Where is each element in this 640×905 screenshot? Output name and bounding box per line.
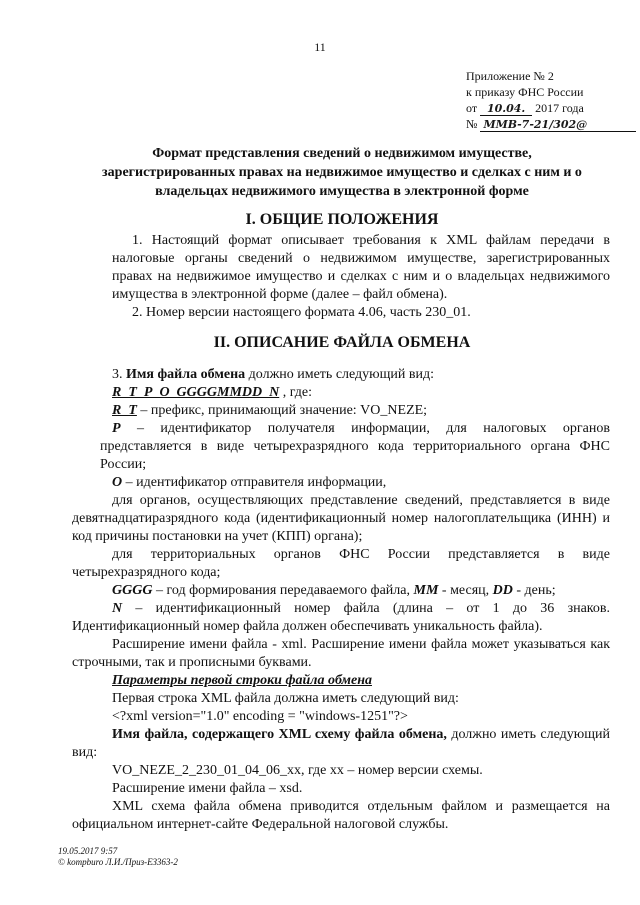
- appendix-block: [466, 68, 636, 132]
- file-name-pattern: R_T_P_O_GGGGMMDD_N , где:: [112, 385, 313, 400]
- xml-declaration: <?xml version="1.0" encoding = "windows-1251"?>: [112, 709, 408, 724]
- handwritten-date: 10.04.: [480, 102, 532, 116]
- o-tax-offices: для территориальных органов ФНС России представляется в виде четырехразрядного кода;: [72, 547, 610, 580]
- paragraph-1: 1. Настоящий формат описывает требования к XML файлам передачи в налоговые органы сведений о недвижимом имуществе, зарегистрированных правах на недвижимое имущество и сделках с ним и о владельцах недвижимого имущества в электронной форме (далее – файл обмена).: [112, 233, 610, 302]
- section-heading-general: I. ОБЩИЕ ПОЛОЖЕНИЯ: [245, 211, 439, 228]
- footer-date: 19.05.2017 9:57: [58, 846, 118, 856]
- section-heading-exchange-file: II. ОПИСАНИЕ ФАЙЛА ОБМЕНА: [213, 334, 471, 351]
- schema-name-rule: Имя файла, содержащего XML схему файла обмена, должно иметь следующий вид:: [72, 727, 610, 760]
- document-title: Формат представления сведений о недвижимом имуществе, зарегистрированных правах на недвижимое имущество и сделках с ним и о владельцах недвижимого имущества в электронной форме: [102, 146, 582, 199]
- schema-extension: Расширение имени файла – xsd.: [112, 781, 303, 796]
- rt-definition: R_T – префикс, принимающий значение: VO_NEZE;: [112, 403, 428, 418]
- footer-stamp: [58, 846, 178, 868]
- o-senders: для органов, осуществляющих представление сведений, представляется в виде девятнадцатиразрядного кода (идентификационный номер налогоплательщика (ИНН) и код причины постановки на учет (КПП) органа);: [72, 493, 610, 544]
- params-heading: Параметры первой строки файла обмена: [112, 673, 372, 688]
- handwritten-number: ММВ-7-21/302@: [480, 118, 636, 132]
- n-definition: N – идентификационный номер файла (длина – от 1 до 36 знаков. Идентификационный номер файла должен обеспечивать уникальность файла).: [72, 601, 610, 634]
- appendix-date-line: от 10.04. 2017 года: [466, 101, 584, 115]
- schema-name: VO_NEZE_2_230_01_04_06_xx, где xx – номер версии схемы.: [112, 763, 483, 778]
- extension-note: Расширение имени файла - xml. Расширение имени файла может указываться как строчными, так и прописными буквами.: [72, 637, 610, 670]
- appendix-number-line: № ММВ-7-21/302@: [466, 116, 636, 132]
- appendix-order: к приказу ФНС России: [466, 85, 584, 99]
- paragraph-2: 2. Номер версии настоящего формата 4.06, часть 230_01.: [132, 305, 471, 320]
- appendix-title: Приложение № 2: [466, 69, 554, 83]
- page-number: 11: [314, 40, 326, 54]
- date-definition: GGGG – год формирования передаваемого файла, ММ - месяц, DD - день;: [112, 583, 556, 598]
- p-definition: P – идентификатор получателя информации, для налоговых органов представляется в виде четырехразрядного кода территориального органа ФНС России;: [100, 421, 610, 472]
- paragraph-3: 3. Имя файла обмена должно иметь следующий вид:: [112, 367, 435, 382]
- footer-path: © kompburo Л.И./Приз-ЕЗ363-2: [58, 857, 178, 867]
- schema-publication-note: XML схема файла обмена приводится отдельным файлом и размещается на официальном интернет-сайте Федеральной налоговой службы.: [72, 799, 610, 832]
- o-definition: O – идентификатор отправителя информации,: [112, 475, 387, 490]
- first-line-note: Первая строка XML файла должна иметь следующий вид:: [112, 691, 459, 706]
